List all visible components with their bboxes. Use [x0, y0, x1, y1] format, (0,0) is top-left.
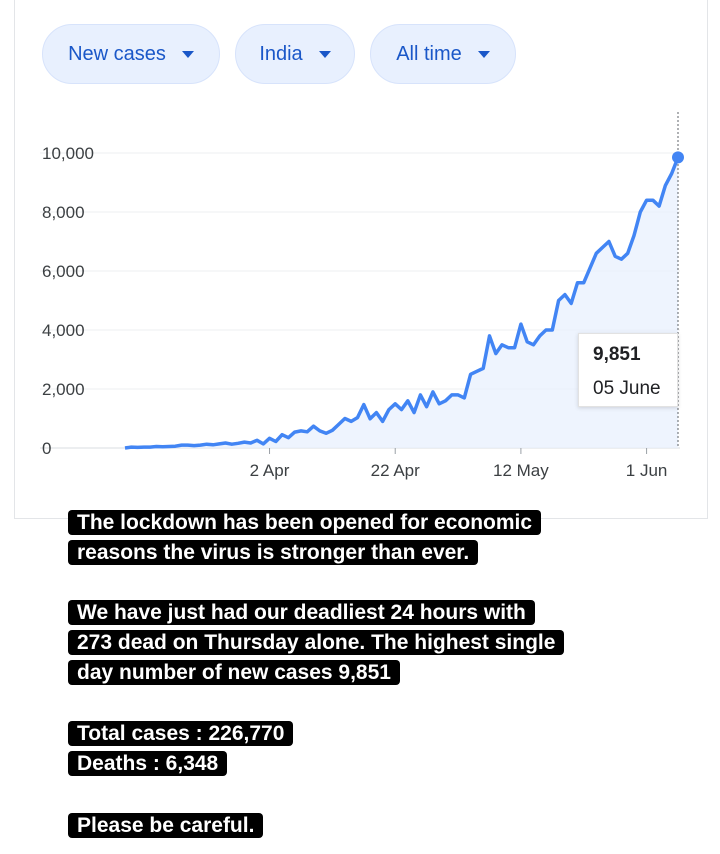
x-tick-label: 2 Apr: [249, 461, 290, 480]
y-tick-label: 6,000: [42, 262, 85, 281]
caption-line: 273 dead on Thursday alone. The highest single: [68, 630, 564, 655]
metric-dropdown-label: New cases: [68, 42, 166, 65]
caption-totals: [68, 719, 293, 779]
highlighted-point: [672, 151, 684, 163]
caption-careful: [68, 811, 263, 841]
caption-line: Total cases : 226,770: [68, 721, 293, 746]
x-tick-label: 1 Jun: [625, 461, 668, 480]
caption-line: The lockdown has been opened for economic: [68, 510, 541, 535]
caption-line: Deaths : 6,348: [68, 751, 227, 776]
y-tick-label: 0: [42, 439, 52, 458]
y-tick-label: 2,000: [42, 380, 85, 399]
caption-line: reasons the virus is stronger than ever.: [68, 540, 478, 565]
tooltip-date: 05 June: [593, 378, 661, 399]
region-dropdown-label: India: [259, 42, 303, 65]
time-range-dropdown-label: All time: [396, 42, 462, 65]
caption-line: Please be careful.: [68, 813, 263, 838]
caption-deadliest: [68, 598, 564, 688]
y-tick-label: 4,000: [42, 321, 85, 340]
caption-lockdown: [68, 508, 541, 568]
y-tick-label: 8,000: [42, 203, 85, 222]
caption-line: We have just had our deadliest 24 hours with: [68, 600, 535, 625]
x-tick-label: 22 Apr: [370, 461, 420, 480]
caption-line: day number of new cases 9,851: [68, 660, 400, 685]
chart-tooltip: [578, 333, 678, 407]
tooltip-value: 9,851: [593, 344, 641, 365]
x-tick-label: 12 May: [493, 461, 549, 480]
y-tick-label: 10,000: [42, 144, 94, 163]
